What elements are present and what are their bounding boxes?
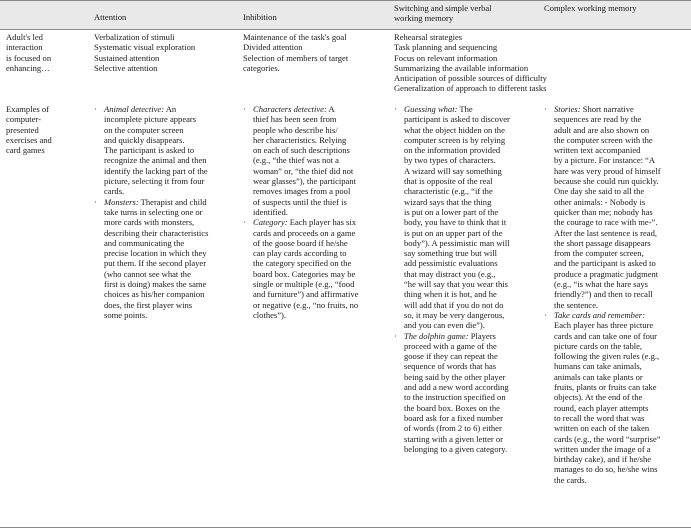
exercise-text: participant is asked to discover bbox=[404, 114, 510, 125]
bullet-dot: · bbox=[94, 104, 97, 114]
exercise-text: friendly?”) and then to recall bbox=[554, 289, 653, 300]
exercise-text: and you can even die”). bbox=[404, 320, 485, 331]
exercise-text: people who describe his/ bbox=[253, 124, 338, 135]
exercise-text: The participant is asked to bbox=[104, 145, 195, 156]
focus-inhibition-cell bbox=[243, 32, 388, 73]
exercise-text: picture cards on the table, bbox=[554, 340, 643, 351]
exercise-name: Stories: bbox=[554, 104, 581, 114]
focus-switching-cell bbox=[394, 32, 574, 94]
exercise-text: cards (e.g., the word “surprise” bbox=[554, 433, 661, 444]
exercise-text: belonging to a given category. bbox=[404, 443, 508, 454]
header-switching-line: Switching and simple verbal bbox=[394, 3, 492, 13]
exercise-text: and the participant is asked to bbox=[554, 258, 656, 269]
complex-exercise-item bbox=[544, 310, 689, 485]
exercise-text: goose if they can repeat the bbox=[404, 351, 498, 362]
focus-item: categories. bbox=[243, 62, 280, 73]
exercise-text: removes images from a pool bbox=[253, 186, 351, 197]
exercise-text: body”). A pessimistic man will bbox=[404, 237, 510, 248]
exercise-text: to recall the word that was bbox=[554, 412, 645, 423]
exercise-text: say something true but will bbox=[404, 248, 498, 259]
exercise-text: of words (from 2 to 6) either bbox=[404, 423, 502, 434]
row-label-examples bbox=[6, 104, 88, 155]
exercise-text: so, it may be very dangerous, bbox=[404, 309, 505, 320]
exercise-text: some points. bbox=[104, 309, 148, 320]
exercise-name: Take cards and remember: bbox=[554, 309, 645, 320]
row-label-line: interaction bbox=[6, 42, 43, 53]
exercise-text: by two types of characters. bbox=[404, 155, 496, 166]
exercise-name: Monsters: bbox=[104, 196, 139, 207]
bullet-dot: · bbox=[544, 104, 547, 114]
exercise-text: (e.g., “the thief was not a bbox=[253, 155, 339, 166]
exercise-text: her characteristics. Relying bbox=[253, 134, 347, 145]
header-switching bbox=[394, 3, 492, 24]
exercise-text: written on each of the taken bbox=[554, 423, 650, 434]
exercise-text: Players bbox=[468, 330, 496, 341]
exercise-text: by a picture. For instance: “A bbox=[554, 155, 656, 166]
exercise-text: clothes”). bbox=[253, 309, 286, 320]
inhibition-exercise-item bbox=[243, 217, 391, 320]
row-label-line: presented bbox=[6, 124, 39, 135]
exercise-text: humans can take animals, bbox=[554, 361, 642, 372]
exercise-text: Therapist and child bbox=[138, 196, 207, 207]
exercise-text: what the object hidden on the bbox=[404, 124, 505, 135]
exercise-text: hare was very proud of himself bbox=[554, 165, 661, 176]
attention-exercise-item bbox=[94, 197, 239, 321]
exercise-text: and quickly disappears. bbox=[104, 134, 185, 145]
focus-item: Rehearsal strategies bbox=[394, 32, 463, 42]
exercise-text: of suspects until the thief is bbox=[253, 196, 347, 207]
row-label-line: card games bbox=[6, 145, 45, 156]
row-label-line: is focused on bbox=[6, 52, 52, 63]
header-rule bbox=[0, 29, 691, 30]
exercise-text: An bbox=[164, 104, 177, 114]
exercise-text: One day she said to all the bbox=[554, 186, 645, 197]
exercise-text: from the computer screen, bbox=[554, 248, 644, 259]
row-label-focus bbox=[6, 32, 88, 73]
exercise-text: A bbox=[326, 104, 335, 114]
focus-item: Verbalization of stimuli bbox=[94, 32, 175, 42]
exercise-text: add pessimistic evaluations bbox=[404, 258, 498, 269]
row-label-line: enhancing… bbox=[6, 62, 50, 73]
exercise-text: thief has been seen from bbox=[253, 114, 337, 125]
row-label-line: exercises and bbox=[6, 134, 52, 145]
bullet-dot: · bbox=[94, 196, 97, 207]
row-label-line: Examples of bbox=[6, 104, 49, 114]
bullet-dot: · bbox=[394, 330, 397, 341]
exercise-text: the computer screen with the bbox=[554, 134, 653, 145]
bullet-dot: · bbox=[243, 217, 246, 228]
exercise-name: Characters detective: bbox=[253, 104, 327, 114]
focus-item: Generalization of approach to different tasks bbox=[394, 83, 547, 94]
exercise-text: identified. bbox=[253, 206, 288, 217]
exercise-text: board ask for a fixed number bbox=[404, 412, 503, 423]
exercise-text: board box. Categories may be bbox=[253, 268, 356, 279]
exercise-text: “he will say that you wear this bbox=[404, 279, 508, 290]
exercise-text: The bbox=[457, 104, 473, 114]
exercise-text: the courage to race with me-”. bbox=[554, 217, 658, 228]
exercise-text: (who cannot see what the bbox=[104, 268, 191, 279]
exercise-text: characteristic (e.g., “if the bbox=[404, 186, 493, 197]
exercise-text: cards. bbox=[104, 186, 125, 197]
header-inhibition: Inhibition bbox=[243, 12, 277, 22]
exercise-text: wizard says that the thing bbox=[404, 196, 492, 207]
exercise-text: describing their characteristics bbox=[104, 227, 209, 238]
switching-exercise-item bbox=[394, 104, 540, 331]
exercise-text: body, you have to think that it bbox=[404, 217, 507, 228]
examples-attention-cell bbox=[94, 104, 239, 320]
exercise-text: quicker than me; nobody has bbox=[554, 206, 653, 217]
exercise-text: thing when it is hot, and he bbox=[404, 289, 497, 300]
row-label-line: Adult's led bbox=[6, 32, 43, 42]
exercise-text: that may distract you (e.g., bbox=[404, 268, 496, 279]
exercise-text: fruits, plants or fruits can take bbox=[554, 382, 657, 393]
bullet-dot: · bbox=[243, 104, 246, 114]
exercise-text: A wizard will say something bbox=[404, 165, 502, 176]
exercise-text: written under the image of a bbox=[554, 443, 651, 454]
exercise-text: is put on a lower part of the bbox=[404, 206, 499, 217]
exercise-text: single or multiple (e.g., “food bbox=[253, 279, 355, 290]
exercise-text: starting with a given letter or bbox=[404, 433, 503, 444]
exercise-text: the short passage disappears bbox=[554, 237, 651, 248]
exercise-text: incomplete picture appears bbox=[104, 114, 197, 125]
complex-exercise-item bbox=[544, 104, 689, 310]
focus-item: Anticipation of possible sources of difficulty bbox=[394, 73, 547, 84]
exercise-text: precise location in which they bbox=[104, 248, 207, 259]
exercise-text: the sentence. bbox=[554, 299, 599, 310]
switching-exercise-item bbox=[394, 331, 540, 455]
focus-attention-cell bbox=[94, 32, 239, 73]
exercise-text: is put on an upper part of the bbox=[404, 227, 503, 238]
exercise-text: animals can take plants or bbox=[554, 371, 643, 382]
exercise-text: the cards. bbox=[554, 474, 587, 485]
header-complex: Complex working memory bbox=[544, 3, 637, 13]
exercise-text: following the given rules (e.g., bbox=[554, 351, 660, 362]
exercise-text: manages to do so, he/she wins bbox=[554, 464, 658, 475]
exercise-text: round, each player attempts bbox=[554, 402, 649, 413]
exercise-text: to the instruction specified on bbox=[404, 392, 506, 403]
exercise-text: objects). At the end of the bbox=[554, 392, 643, 403]
examples-switching-cell bbox=[394, 104, 540, 454]
header-switching-line: working memory bbox=[394, 13, 454, 24]
focus-item: Selection of members of target bbox=[243, 52, 349, 63]
examples-complex-cell bbox=[544, 104, 689, 485]
exercise-text: identify the lacking part of the bbox=[104, 165, 208, 176]
exercise-name: The dolphin game: bbox=[404, 330, 469, 341]
focus-item: Systematic visual exploration bbox=[94, 42, 196, 53]
exercise-text: After the last sentence is read, bbox=[554, 227, 657, 238]
exercise-text: can play cards according to bbox=[253, 248, 347, 259]
focus-item: Task planning and sequencing bbox=[394, 42, 498, 53]
table-top-rule bbox=[0, 0, 691, 1]
exercise-text: take turns in selecting one or bbox=[104, 206, 203, 217]
exercise-text: written text accompanied bbox=[554, 145, 641, 156]
bullet-dot: · bbox=[544, 309, 547, 320]
exercise-text: on the information provided bbox=[404, 145, 501, 156]
exercise-text: choices as his/her companion bbox=[104, 289, 205, 300]
exercise-text: on each of such descriptions bbox=[253, 145, 350, 156]
focus-item: Summarizing the available information bbox=[394, 62, 529, 73]
row-label-line: computer- bbox=[6, 114, 41, 125]
exercise-text: or negative (e.g., “no fruits, no bbox=[253, 299, 359, 310]
exercise-text: and add a new word according bbox=[404, 382, 509, 393]
exercise-text: the board box. Boxes on the bbox=[404, 402, 500, 413]
focus-item: Selective attention bbox=[94, 62, 158, 73]
exercise-text: put them. If the second player bbox=[104, 258, 207, 269]
exercise-text: because she could run quickly. bbox=[554, 176, 659, 187]
focus-item: Focus on relevant information bbox=[394, 52, 498, 63]
exercise-text: Short narrative bbox=[580, 104, 634, 114]
exercise-text: of the goose board if he/she bbox=[253, 237, 348, 248]
exercise-text: birthday cake), and if he/she bbox=[554, 454, 652, 465]
exercise-text: proceed with a game of the bbox=[404, 340, 497, 351]
exercise-text: on the computer screen bbox=[104, 124, 184, 135]
exercise-text: wear glasses”), the participant bbox=[253, 176, 356, 187]
exercise-text: more cards with monsters, bbox=[104, 217, 195, 228]
exercise-text: picture, selecting it from four bbox=[104, 176, 205, 187]
exercise-text: produce a pragmatic judgment bbox=[554, 268, 659, 279]
exercise-text: cards and proceeds on a game bbox=[253, 227, 356, 238]
exercise-text: (e.g., “is what the hare says bbox=[554, 279, 648, 290]
exercise-text: first is doing) makes the same bbox=[104, 279, 207, 290]
exercise-text: computer screen is by relying bbox=[404, 134, 506, 145]
exercise-text: does, the first player wins bbox=[104, 299, 193, 310]
exercise-name: Guessing what: bbox=[404, 104, 458, 114]
exercise-text: other animals: - Nobody is bbox=[554, 196, 646, 207]
header-attention: Attention bbox=[94, 12, 127, 22]
table-bottom-rule bbox=[0, 527, 691, 528]
examples-inhibition-cell bbox=[243, 104, 391, 320]
exercise-text: the category specified on the bbox=[253, 258, 352, 269]
attention-exercise-item bbox=[94, 104, 239, 197]
inhibition-exercise-item bbox=[243, 104, 391, 217]
focus-item: Sustained attention bbox=[94, 52, 160, 63]
exercise-text: sequence of words that has bbox=[404, 361, 497, 372]
exercise-name: Category: bbox=[253, 217, 288, 228]
exercise-text: woman” or, “the thief did not bbox=[253, 165, 354, 176]
bullet-dot: · bbox=[394, 104, 397, 114]
exercise-name: Animal detective: bbox=[104, 104, 165, 114]
exercise-text: cards and can take one of four bbox=[554, 330, 657, 341]
exercise-text: Each player has three picture bbox=[554, 320, 654, 331]
exercise-text: recognize the animal and then bbox=[104, 155, 207, 166]
exercise-text: that is opposite of the real bbox=[404, 176, 493, 187]
exercise-text: Each player has six bbox=[287, 217, 357, 228]
exercise-text: and communicating the bbox=[104, 237, 185, 248]
exercise-text: sequences are read by the bbox=[554, 114, 642, 125]
exercise-text: and furniture”) and affirmative bbox=[253, 289, 359, 300]
exercise-text: adult and are also shown on bbox=[554, 124, 650, 135]
exercise-text: being said by the other player bbox=[404, 371, 506, 382]
focus-item: Maintenance of the task's goal bbox=[243, 32, 347, 42]
exercise-text: will add that if you do not do bbox=[404, 299, 504, 310]
focus-item: Divided attention bbox=[243, 42, 303, 53]
